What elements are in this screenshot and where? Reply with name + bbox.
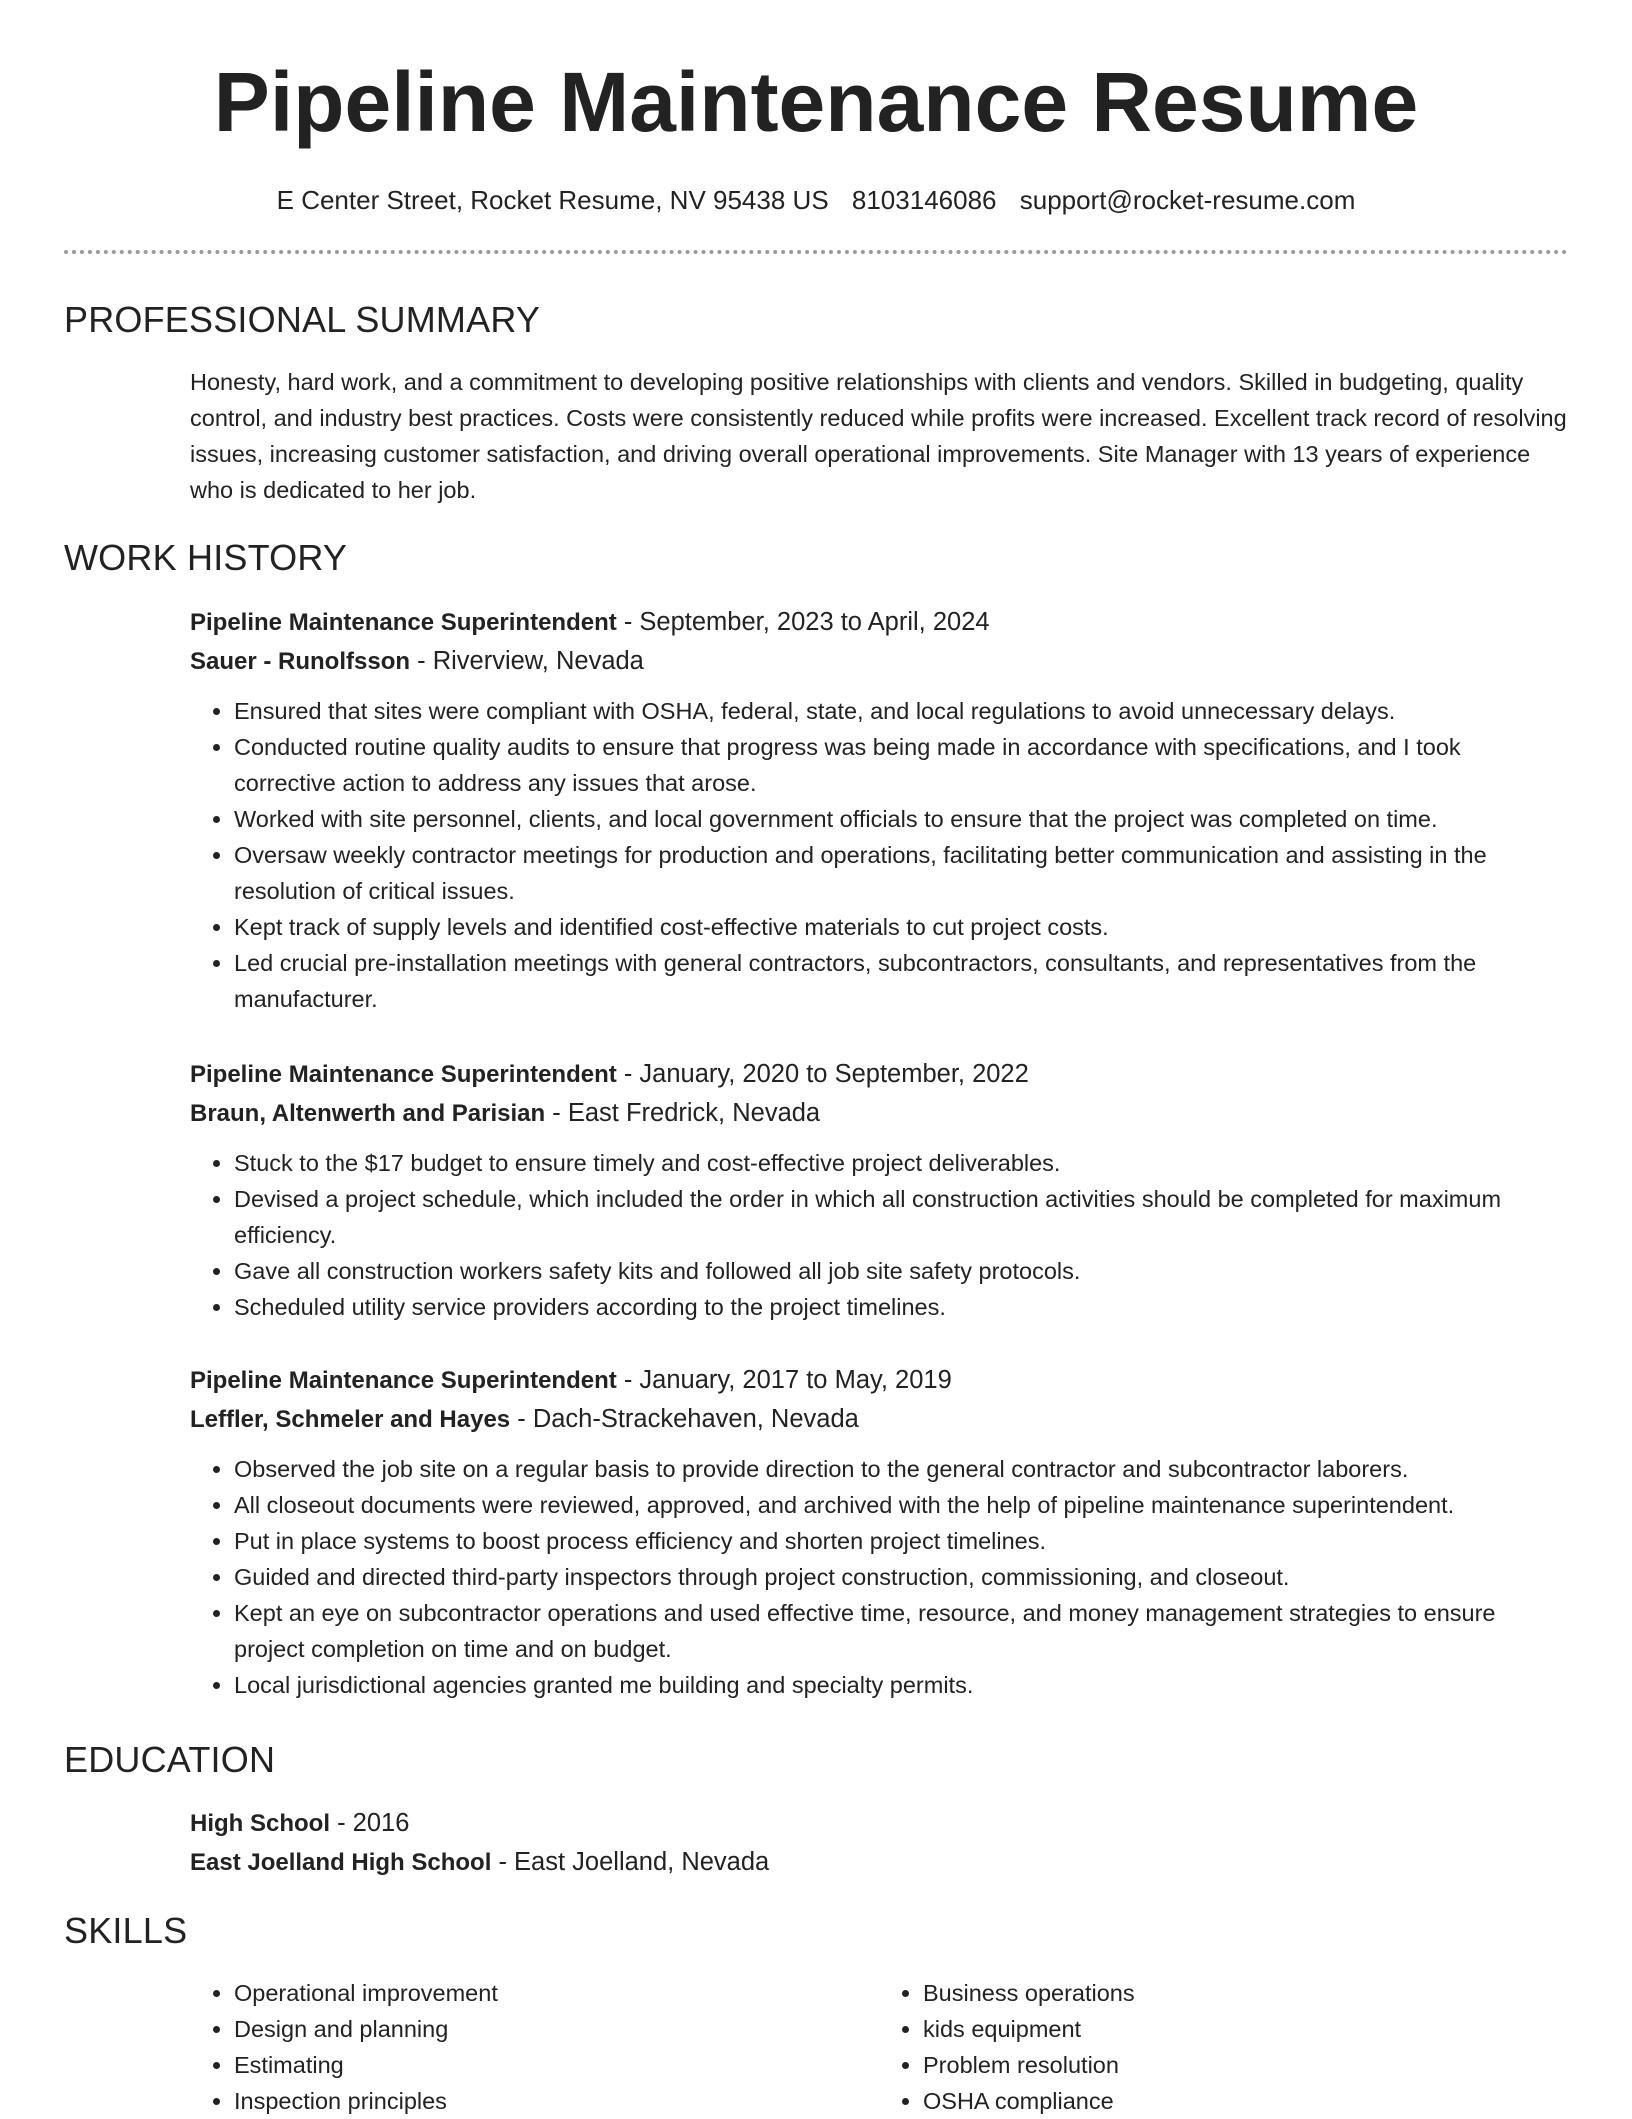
job-title: Pipeline Maintenance Superintendent: [190, 609, 617, 636]
job-company-line: [190, 642, 1568, 681]
job-company: Braun, Altenwerth and Parisian: [190, 1100, 546, 1127]
list-item: • Led crucial pre-installation meetings with general contractors, subcontractors, consultants, and representatives from the manufacturer.: [234, 945, 1568, 1017]
header-divider: [64, 250, 1568, 254]
skill-item: • Inspection principles: [234, 2083, 879, 2119]
job-location: - East Fredrick, Nevada: [545, 1099, 821, 1127]
list-item: • Stuck to the $17 budget to ensure timely and cost-effective project deliverables.: [234, 1145, 1568, 1181]
education-degree: High School: [190, 1810, 330, 1837]
job-location: - Dach-Strackehaven, Nevada: [510, 1405, 859, 1433]
contact-address: E Center Street, Rocket Resume, NV 95438 US: [276, 185, 829, 215]
job-title-line: [190, 1055, 1568, 1094]
education-entry: [190, 1804, 1568, 1882]
list-item: • Worked with site personnel, clients, and local government officials to ensure that the project was completed on time.: [234, 801, 1568, 837]
job-entry-3: [190, 1361, 1568, 1703]
skill-item: • Estimating: [234, 2047, 879, 2083]
list-item: • Scheduled utility service providers according to the project timelines.: [234, 1289, 1568, 1325]
skills-section: [190, 1975, 1568, 2119]
job-company-line: [190, 1400, 1568, 1439]
summary-text: Honesty, hard work, and a commitment to developing positive relationships with clients and vendors. Skilled in budgeting, quality control, and industry best practices. Costs were consistently reduced while profits were increased. Excellent track record of resolving issues, increasing customer satisfaction, and driving overall operational improvements. Site Manager with 13 years of experience who is dedicated to her job.: [190, 369, 1567, 503]
summary-heading: PROFESSIONAL SUMMARY: [64, 299, 541, 340]
summary-section: [190, 364, 1568, 508]
job-bullets: [190, 1451, 1568, 1703]
job-title: Pipeline Maintenance Superintendent: [190, 1061, 617, 1088]
skill-item: • OSHA compliance: [923, 2083, 1568, 2119]
skills-heading: SKILLS: [64, 1910, 188, 1951]
contact-line: [64, 182, 1568, 218]
job-title-line: [190, 1361, 1568, 1400]
job-bullets: [190, 1145, 1568, 1325]
list-item: • Gave all construction workers safety kits and followed all job site safety protocols.: [234, 1253, 1568, 1289]
work-history-heading: WORK HISTORY: [64, 537, 348, 578]
job-location: - Riverview, Nevada: [410, 647, 644, 675]
list-item: • All closeout documents were reviewed, approved, and archived with the help of pipeline maintenance superintendent.: [234, 1487, 1568, 1523]
job-dates: - September, 2023 to April, 2024: [616, 608, 990, 636]
list-item: • Guided and directed third-party inspectors through project construction, commissioning, and closeout.: [234, 1559, 1568, 1595]
list-item: • Conducted routine quality audits to ensure that progress was being made in accordance with specifications, and I took corrective action to address any issues that arose.: [234, 729, 1568, 801]
resume-title: Pipeline Maintenance Resume: [213, 55, 1419, 149]
list-item: • Kept an eye on subcontractor operations and used effective time, resource, and money management strategies to ensure project completion on time and on budget.: [234, 1595, 1568, 1667]
skill-item: • kids equipment: [923, 2011, 1568, 2047]
job-dates: - January, 2020 to September, 2022: [616, 1060, 1029, 1088]
education-school-line: [190, 1843, 1568, 1882]
education-location: - East Joelland, Nevada: [491, 1848, 770, 1876]
job-company: Sauer - Runolfsson: [190, 648, 411, 675]
contact-email: support@rocket-resume.com: [1019, 185, 1356, 215]
education-heading: EDUCATION: [64, 1739, 276, 1780]
job-entry-2: [190, 1055, 1568, 1325]
list-item: • Local jurisdictional agencies granted me building and specialty permits.: [234, 1667, 1568, 1703]
job-company-line: [190, 1094, 1568, 1133]
job-dates: - January, 2017 to May, 2019: [616, 1366, 952, 1394]
list-item: • Devised a project schedule, which included the order in which all construction activities should be completed for maximum efficiency.: [234, 1181, 1568, 1253]
education-year: - 2016: [330, 1809, 410, 1837]
contact-phone: 8103146086: [851, 185, 997, 215]
skills-list-left: [190, 1975, 879, 2119]
list-item: • Kept track of supply levels and identified cost-effective materials to cut project costs.: [234, 909, 1568, 945]
job-company: Leffler, Schmeler and Hayes: [190, 1406, 511, 1433]
education-degree-line: [190, 1804, 1568, 1843]
list-item: • Oversaw weekly contractor meetings for production and operations, facilitating better communication and assisting in the resolution of critical issues.: [234, 837, 1568, 909]
list-item: • Observed the job site on a regular basis to provide direction to the general contractor and subcontractor laborers.: [234, 1451, 1568, 1487]
education-school: East Joelland High School: [190, 1849, 492, 1876]
skill-item: • Design and planning: [234, 2011, 879, 2047]
job-entry-1: [190, 603, 1568, 1017]
skill-item: • Operational improvement: [234, 1975, 879, 2011]
list-item: • Ensured that sites were compliant with OSHA, federal, state, and local regulations to avoid unnecessary delays.: [234, 693, 1568, 729]
skill-item: • Problem resolution: [923, 2047, 1568, 2083]
job-title-line: [190, 603, 1568, 642]
skill-item: • Business operations: [923, 1975, 1568, 2011]
skills-list-right: [879, 1975, 1568, 2119]
job-title: Pipeline Maintenance Superintendent: [190, 1367, 617, 1394]
list-item: • Put in place systems to boost process efficiency and shorten project timelines.: [234, 1523, 1568, 1559]
job-bullets: [190, 693, 1568, 1017]
